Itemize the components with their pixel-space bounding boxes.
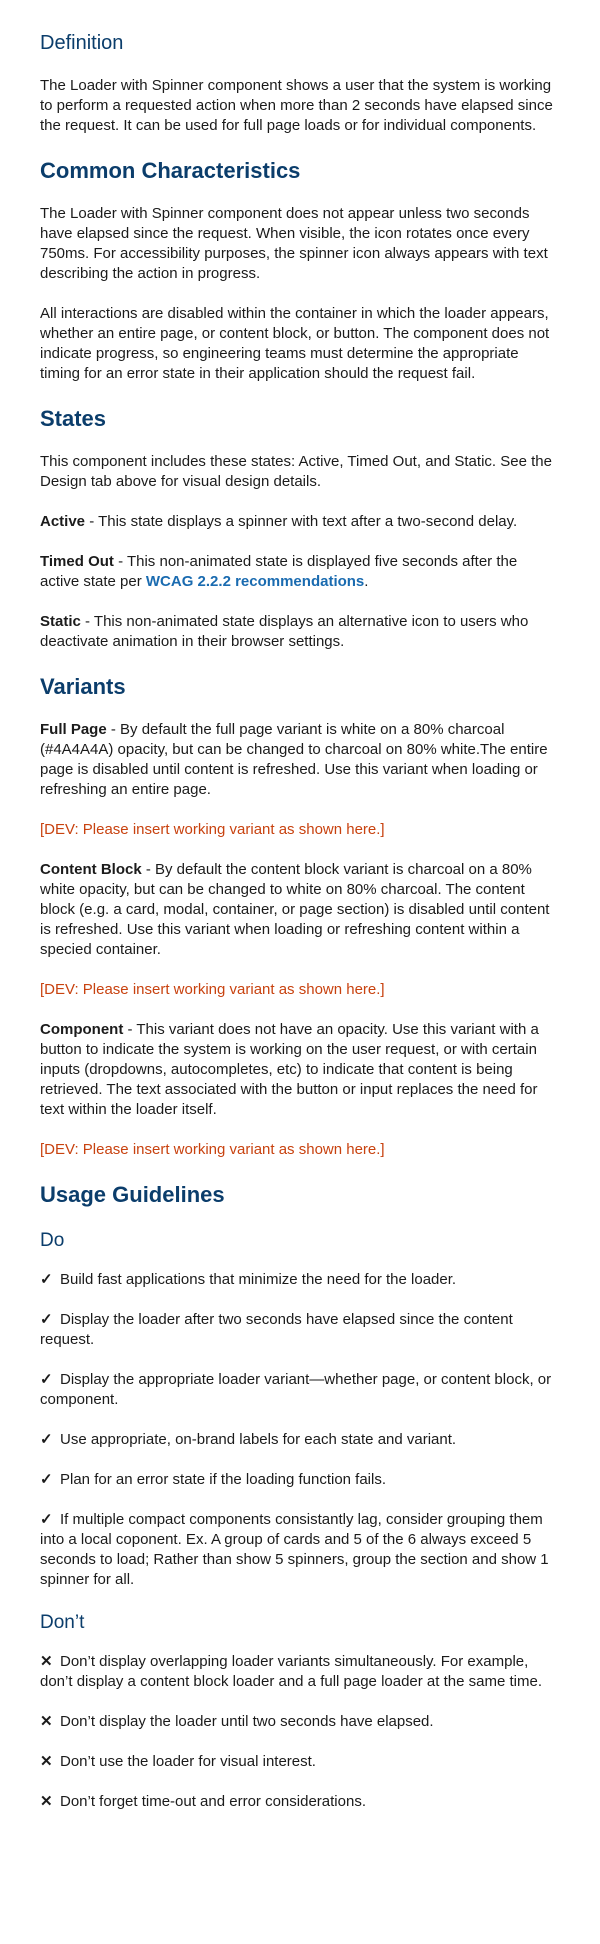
- dont-item: [40, 1712, 560, 1732]
- do-item: [40, 1370, 560, 1410]
- states-intro: This component includes these states: Active, Timed Out, and Static. See the Design tab above for visual design details.: [40, 453, 552, 490]
- states-heading: States: [40, 406, 107, 431]
- variant-full-page-text: - By default the full page variant is white on a 80% charcoal (#4A4A4A) opacity, but can be changed to charcoal on 80% white.The entire page is disabled until content is refreshed. Use this variant when loading or refreshing an entire page.: [40, 721, 548, 798]
- dont-item: [40, 1792, 560, 1812]
- dont-item-text: Don’t display the loader until two seconds have elapsed.: [60, 1713, 434, 1730]
- do-item: [40, 1470, 560, 1490]
- variant-component-text: - This variant does not have an opacity. Use this variant with a button to indicate the system is working on the user request, or with certain inputs (dropdowns, autocompletes, etc) to indicate that content is being retrieved. The text associated with the button or input replaces the need for text within the loader itself.: [40, 1021, 539, 1118]
- do-item: [40, 1430, 560, 1450]
- common-characteristics-heading: Common Characteristics: [40, 158, 301, 183]
- checkmark-icon: ✓: [40, 1431, 53, 1448]
- do-item-text: If multiple compact components consistantly lag, consider grouping them into a local coponent. Ex. A group of cards and 5 of the 6 always exceed 5 seconds to load; Rather than show 5 spinners, group the section and show 1 spinner for all.: [40, 1511, 549, 1588]
- state-active: [40, 512, 560, 532]
- dont-item: [40, 1652, 560, 1692]
- state-timed-out-text: - This non-animated state is displayed five seconds after the active state per: [40, 553, 518, 590]
- variant-component-label: Component: [40, 1021, 124, 1038]
- do-item: [40, 1270, 560, 1290]
- variant-full-page-label: Full Page: [40, 721, 107, 738]
- variant-full-page: [40, 720, 560, 800]
- common-characteristics-text-1: The Loader with Spinner component does not appear unless two seconds have elapsed since the request. When visible, the icon rotates once every 750ms. For accessibility purposes, the spinner icon always appears with text describing the action in progress.: [40, 205, 548, 282]
- x-icon: ✕: [40, 1793, 53, 1810]
- state-active-text: - This state displays a spinner with text after a two-second delay.: [85, 513, 518, 530]
- do-heading: Do: [40, 1230, 65, 1251]
- dev-note-content-block: [DEV: Please insert working variant as shown here.]: [40, 981, 385, 998]
- common-characteristics-text-2: All interactions are disabled within the container in which the loader appears, whether an entire page, or content block, or button. The component does not indicate progress, so engineering teams must determine the appropriate timing for an error state in their application should the request fail.: [40, 305, 550, 382]
- do-item: [40, 1510, 560, 1590]
- x-icon: ✕: [40, 1713, 53, 1730]
- state-timed-out-label: Timed Out: [40, 553, 114, 570]
- checkmark-icon: ✓: [40, 1271, 53, 1288]
- state-timed-out-end: .: [364, 573, 369, 590]
- dev-note-full-page: [DEV: Please insert working variant as shown here.]: [40, 821, 385, 838]
- do-item-text: Build fast applications that minimize the need for the loader.: [60, 1271, 457, 1288]
- state-active-label: Active: [40, 513, 86, 530]
- checkmark-icon: ✓: [40, 1471, 53, 1488]
- definition-text: The Loader with Spinner component shows a user that the system is working to perform a requested action when more than 2 seconds have elapsed since the request. It can be used for full page loads or for individual components.: [40, 77, 553, 134]
- dev-note-component: [DEV: Please insert working variant as shown here.]: [40, 1141, 385, 1158]
- variants-heading: Variants: [40, 674, 126, 699]
- dont-item-text: Don’t use the loader for visual interest.: [60, 1753, 316, 1770]
- x-icon: ✕: [40, 1753, 53, 1770]
- do-item-text: Use appropriate, on-brand labels for each state and variant.: [60, 1431, 457, 1448]
- x-icon: ✕: [40, 1653, 53, 1670]
- dont-heading: Don’t: [40, 1612, 85, 1633]
- usage-guidelines-heading: Usage Guidelines: [40, 1182, 225, 1207]
- variant-content-block: [40, 860, 560, 960]
- do-item-text: Plan for an error state if the loading function fails.: [60, 1471, 387, 1488]
- dont-item-text: Don’t display overlapping loader variants simultaneously. For example, don’t display a content block loader and a full page loader at the same time.: [40, 1653, 542, 1690]
- variant-content-block-text: - By default the content block variant is charcoal on a 80% white opacity, but can be changed to white on 80% charcoal. The content block (e.g. a card, modal, container, or page section) is disabled until content is refreshed. Use this variant when loading or refreshing content within a specied container.: [40, 861, 550, 958]
- state-static-label: Static: [40, 613, 81, 630]
- wcag-link[interactable]: WCAG 2.2.2 recommendations: [145, 573, 365, 590]
- dont-item-text: Don’t forget time-out and error considerations.: [60, 1793, 366, 1810]
- checkmark-icon: ✓: [40, 1511, 53, 1528]
- state-static-text: - This non-animated state displays an alternative icon to users who deactivate animation in their browser settings.: [40, 613, 529, 650]
- definition-heading: Definition: [40, 32, 124, 54]
- variant-content-block-label: Content Block: [40, 861, 142, 878]
- variant-component: [40, 1020, 560, 1120]
- checkmark-icon: ✓: [40, 1371, 53, 1388]
- do-item-text: Display the appropriate loader variant—whether page, or content block, or component.: [40, 1371, 552, 1408]
- do-item: [40, 1310, 560, 1350]
- state-static: [40, 612, 560, 652]
- do-item-text: Display the loader after two seconds have elapsed since the content request.: [40, 1311, 513, 1348]
- state-timed-out: [40, 552, 560, 592]
- dont-item: [40, 1752, 560, 1772]
- checkmark-icon: ✓: [40, 1311, 53, 1328]
